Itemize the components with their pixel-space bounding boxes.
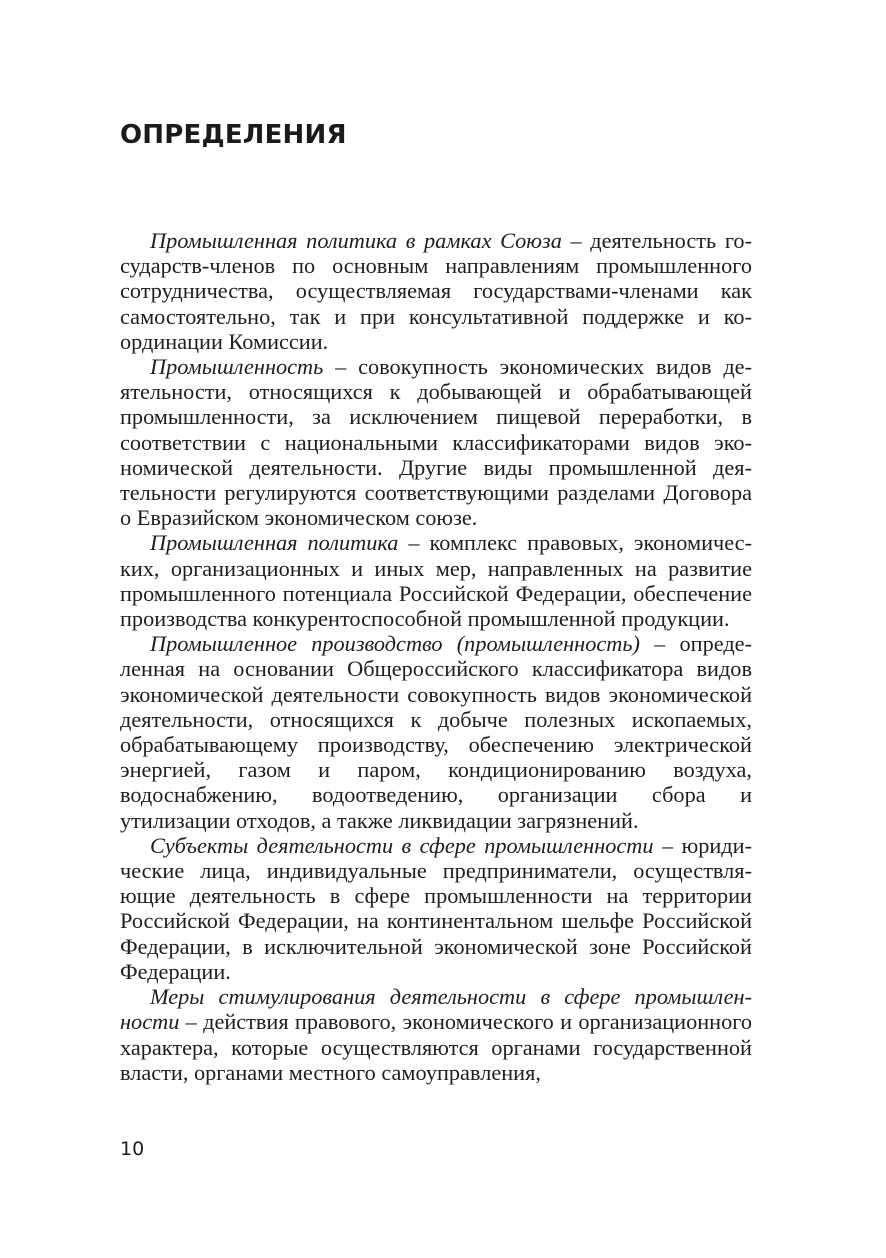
- definition-dash: –: [561, 228, 591, 253]
- definition-dash: –: [653, 832, 682, 858]
- definition-term: Промышленное производство (промышленность): [150, 631, 640, 657]
- definition-text: юридические лица, индивидуальные предприниматели, осуществляющие деятельность в сфере промышленности на территории Российской Федерации, на континентальном шельфе Российской Федерации, в исключительной экономической зоне Российской Федерации.: [120, 832, 753, 984]
- definition-paragraph: [120, 228, 752, 354]
- definition-text: определенная на основании Общероссийского классификатора видов экономической деятельности совокупность видов экономической деятельности, относящихся к добыче полезных ископаемых, обрабатывающему производству, обеспечению электрической энергией, газом и паром, кондиционированию воздуха, водоснабжению, водоотведению, организации сбора и утилизации отходов, а также ликвидации загрязнений.: [120, 631, 752, 833]
- definition-text: деятельность государств-членов по основным направлениям промышленного сотрудничества, осуществляемая государствами-членами как самостоятельно, так и при консультативной поддержке и координации Комиссии.: [120, 228, 752, 354]
- definition-paragraph: [120, 984, 752, 1085]
- definition-dash: –: [179, 1009, 204, 1035]
- definition-term: Меры стимулирования деятельности в сфере промышленности: [120, 984, 752, 1035]
- definition-text: действия правового, экономического и организационного характера, которые осуществляются органами государственной власти, органами местного самоуправления,: [120, 1009, 752, 1085]
- definition-term: Субъекты деятельности в сфере промышленности: [150, 832, 654, 858]
- page-number: 10: [120, 1138, 145, 1160]
- definition-paragraph: [120, 631, 752, 833]
- definitions-body: [120, 228, 752, 1085]
- definition-dash: –: [398, 530, 430, 556]
- definition-dash: –: [639, 631, 680, 657]
- definition-term: Промышленная политика: [150, 530, 399, 556]
- definition-term: Промышленная политика в рамках Союза: [150, 228, 562, 253]
- definition-text: совокупность экономических видов деятельности, относящихся к добывающей и обрабатывающей промышленности, за исключением пищевой переработки, в соответствии с национальными классификаторами видов экономической деятельности. Другие виды промышленной деятельности регулируются соответствующими разделами Договора о Евразийском экономическом союзе.: [120, 354, 753, 531]
- definition-term: Промышленность: [150, 354, 324, 380]
- definition-paragraph: [120, 530, 752, 631]
- section-heading: ОПРЕДЕЛЕНИЯ: [120, 120, 347, 150]
- definition-paragraph: [120, 833, 752, 984]
- definition-paragraph: [120, 354, 752, 530]
- definition-dash: –: [323, 354, 359, 380]
- definition-text: комплекс правовых, экономических, организационных и иных мер, направленных на развитие промышленного потенциала Российской Федерации, обеспечение производства конкурентоспособной промышленной продукции.: [120, 530, 752, 632]
